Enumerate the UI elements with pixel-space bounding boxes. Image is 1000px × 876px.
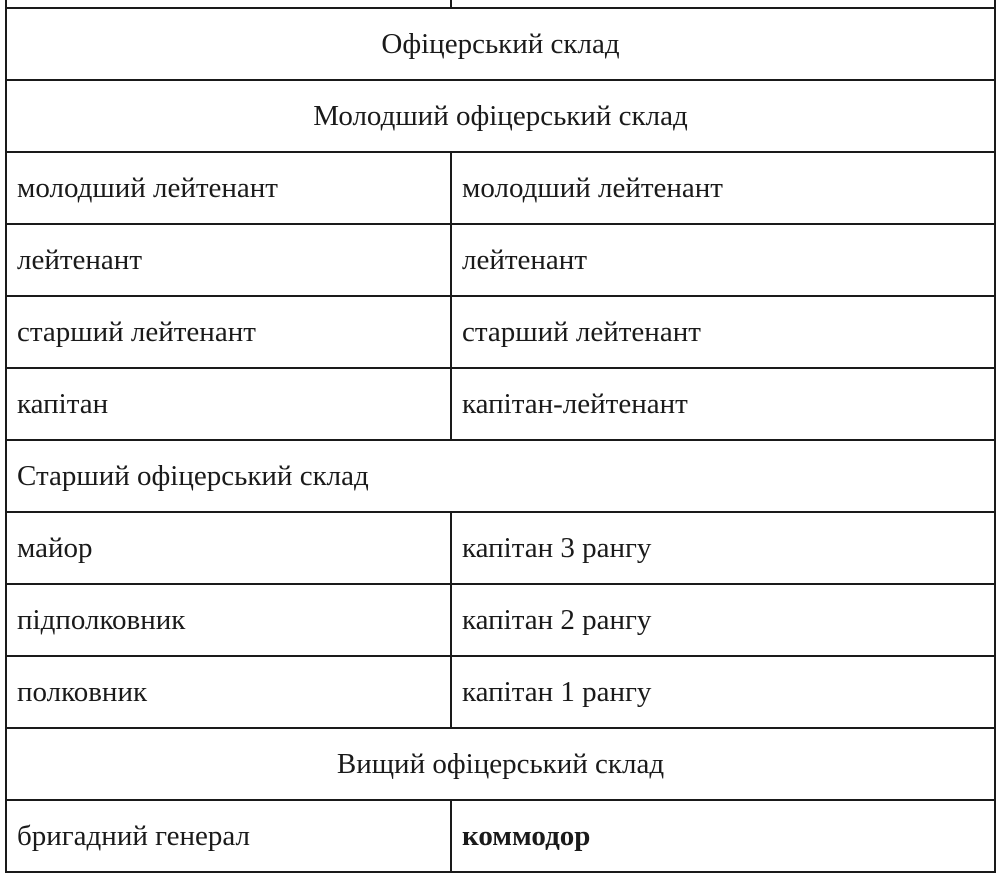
army-rank-cell: полковник: [6, 656, 451, 728]
section-heading-row: [6, 80, 995, 152]
army-rank-cell: підполковник: [6, 584, 451, 656]
table-row-partial-top: [6, 0, 995, 8]
table-row: [6, 368, 995, 440]
table-row: [6, 584, 995, 656]
army-rank-cell: лейтенант: [6, 224, 451, 296]
table-row: [6, 656, 995, 728]
section-heading: Молодший офіцерський склад: [6, 80, 995, 152]
section-heading: Вищий офіцерський склад: [6, 728, 995, 800]
navy-rank-cell: капітан 1 рангу: [451, 656, 995, 728]
table-row: [6, 152, 995, 224]
navy-rank-cell: капітан 3 рангу: [451, 512, 995, 584]
table-cell: [451, 0, 995, 8]
section-heading-row: [6, 8, 995, 80]
navy-rank-cell: молодший лейтенант: [451, 152, 995, 224]
navy-rank-cell: лейтенант: [451, 224, 995, 296]
table-row: [6, 512, 995, 584]
navy-rank-cell: коммодор: [451, 800, 995, 872]
table-row: [6, 800, 995, 872]
navy-rank-cell: капітан 2 рангу: [451, 584, 995, 656]
army-rank-cell: старший лейтенант: [6, 296, 451, 368]
section-heading: Старший офіцерський склад: [6, 440, 995, 512]
table-row: [6, 224, 995, 296]
army-rank-cell: майор: [6, 512, 451, 584]
table-cell: [6, 0, 451, 8]
army-rank-cell: молодший лейтенант: [6, 152, 451, 224]
navy-rank-cell: старший лейтенант: [451, 296, 995, 368]
section-heading: Офіцерський склад: [6, 8, 995, 80]
officer-ranks-table: [5, 0, 996, 873]
table-row: [6, 296, 995, 368]
section-heading-row: [6, 728, 995, 800]
army-rank-cell: бригадний генерал: [6, 800, 451, 872]
navy-rank-cell: капітан-лейтенант: [451, 368, 995, 440]
army-rank-cell: капітан: [6, 368, 451, 440]
section-heading-row: [6, 440, 995, 512]
